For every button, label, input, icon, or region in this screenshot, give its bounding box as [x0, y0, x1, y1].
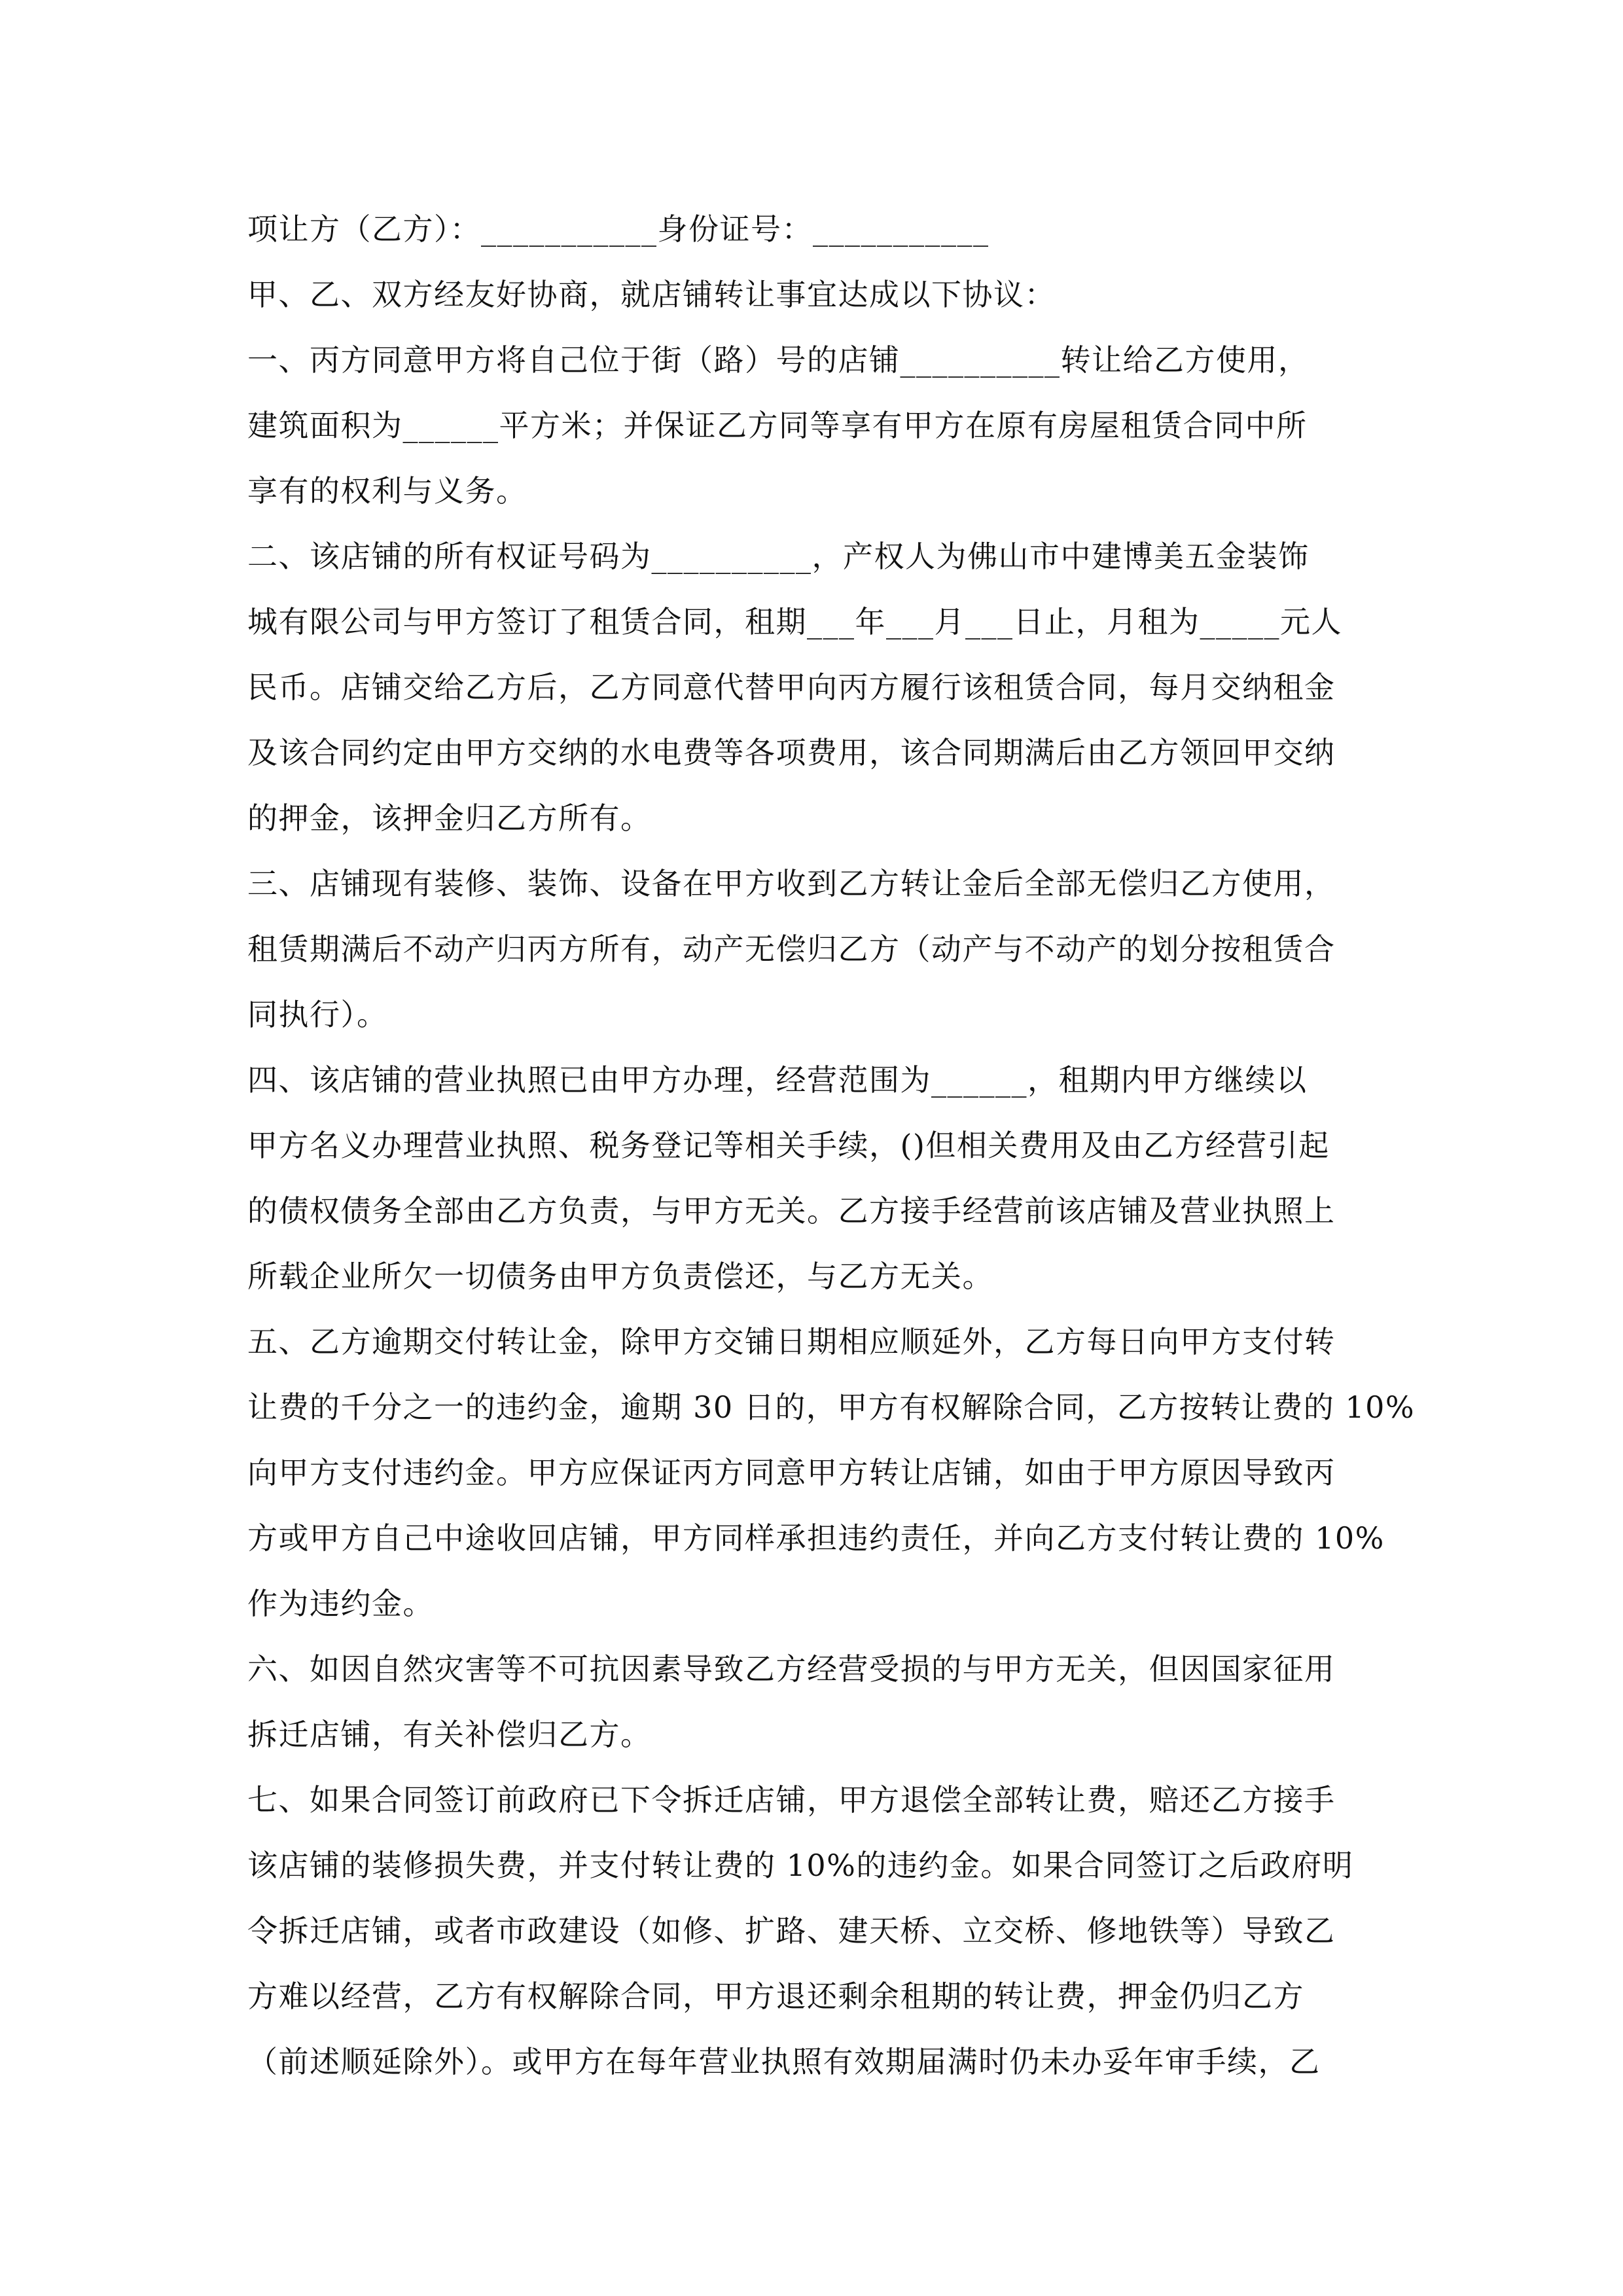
text-line: 七、如果合同签订前政府已下令拆迁店铺，甲方退偿全部转让费，赔还乙方接手 [247, 1782, 1336, 1818]
text-line: 让费的千分之一的违约金，逾期 30 日的，甲方有权解除合同，乙方按转让费的 10% [247, 1390, 1416, 1425]
text-line: 向甲方支付违约金。甲方应保证丙方同意甲方转让店铺，如由于甲方原因导致丙 [247, 1455, 1336, 1490]
text-line: 及该合同约定由甲方交纳的水电费等各项费用，该合同期满后由乙方领回甲交纳 [247, 735, 1336, 770]
text-line: 所载企业所欠一切债务由甲方负责偿还，与乙方无关。 [247, 1259, 993, 1294]
text-line: 该店铺的装修损失费，并支付转让费的 10%的违约金。如果合同签订之后政府明 [247, 1848, 1354, 1883]
text-line: 一、丙方同意甲方将自己位于街（路）号的店铺__________转让给乙方使用， [247, 342, 1310, 378]
text-line: 享有的权利与义务。 [247, 473, 527, 509]
text-line: 的债权债务全部由乙方负责，与甲方无关。乙方接手经营前该店铺及营业执照上 [247, 1193, 1336, 1229]
text-line: 项让方（乙方）：___________身份证号：___________ [247, 211, 990, 247]
text-line: 六、如因自然灾害等不可抗因素导致乙方经营受损的与甲方无关，但因国家征用 [247, 1651, 1336, 1687]
text-line: （前述顺延除外）。或甲方在每年营业执照有效期届满时仍未办妥年审手续，乙 [247, 2044, 1321, 2079]
document-body [247, 196, 1416, 2094]
text-line: 五、乙方逾期交付转让金，除甲方交铺日期相应顺延外，乙方每日向甲方支付转 [247, 1324, 1336, 1359]
text-line: 作为违约金。 [247, 1586, 434, 1621]
text-line: 甲方名义办理营业执照、税务登记等相关手续，()但相关费用及由乙方经营引起 [247, 1128, 1330, 1163]
text-line: 令拆迁店铺，或者市政建设（如修、扩路、建天桥、立交桥、修地铁等）导致乙 [247, 1913, 1336, 1948]
text-line: 四、该店铺的营业执照已由甲方办理，经营范围为______，租期内甲方继续以 [247, 1062, 1308, 1098]
text-line: 的押金，该押金归乙方所有。 [247, 800, 652, 836]
text-line: 建筑面积为______平方米；并保证乙方同等享有甲方在原有房屋租赁合同中所 [247, 408, 1308, 443]
text-line: 方难以经营，乙方有权解除合同，甲方退还剩余租期的转让费，押金仍归乙方 [247, 1979, 1304, 2014]
text-line: 租赁期满后不动产归丙方所有，动产无偿归乙方（动产与不动产的划分按租赁合 [247, 931, 1336, 967]
text-line: 民币。店铺交给乙方后，乙方同意代替甲向丙方履行该租赁合同，每月交纳租金 [247, 670, 1336, 705]
text-line: 三、店铺现有装修、装饰、设备在甲方收到乙方转让金后全部无偿归乙方使用， [247, 866, 1336, 901]
text-line: 方或甲方自己中途收回店铺，甲方同样承担违约责任，并向乙方支付转让费的 10% [247, 1520, 1385, 1556]
text-line: 同执行）。 [247, 997, 388, 1032]
text-line: 甲、乙、双方经友好协商，就店铺转让事宜达成以下协议： [247, 277, 1056, 312]
text-line: 二、该店铺的所有权证号码为__________，产权人为佛山市中建博美五金装饰 [247, 539, 1310, 574]
text-line: 拆迁店铺，有关补偿归乙方。 [247, 1717, 652, 1752]
text-line: 城有限公司与甲方签订了租赁合同，租期___年___月___日止，月租为_____元人 [247, 604, 1342, 639]
